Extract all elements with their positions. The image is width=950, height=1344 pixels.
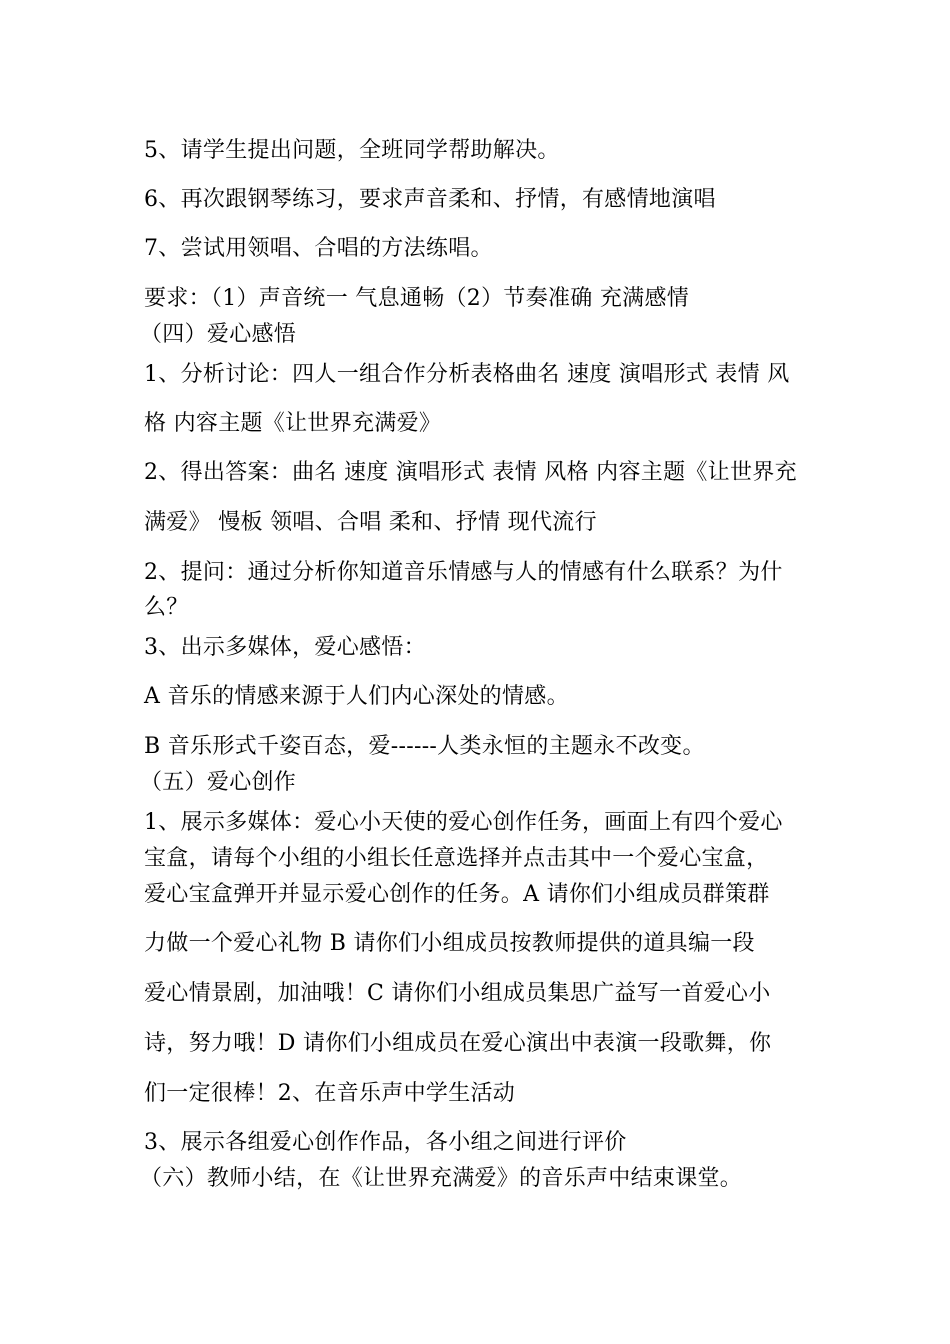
text-line: 2、提问：通过分析你知道音乐情感与人的情感有什么联系？为什 bbox=[144, 560, 783, 585]
text-line: 6、再次跟钢琴练习，要求声音柔和、抒情，有感情地演唱 bbox=[144, 187, 716, 212]
text-line: B 音乐形式千姿百态，爱------人类永恒的主题永不改变。 bbox=[144, 734, 705, 759]
text-line: 们一定很棒！2、在音乐声中学生活动 bbox=[144, 1081, 516, 1106]
section-heading: （五）爱心创作 bbox=[140, 770, 297, 795]
text-line: 满爱》 慢板 领唱、合唱 柔和、抒情 现代流行 bbox=[144, 510, 597, 535]
text-line: A 音乐的情感来源于人们内心深处的情感。 bbox=[144, 684, 569, 709]
text-line: 么？ bbox=[144, 595, 189, 620]
text-line: 要求：（1）声音统一 气息通畅（2）节奏准确 充满感情 bbox=[144, 286, 690, 311]
section-heading: （四）爱心感悟 bbox=[140, 322, 297, 347]
text-line: 3、出示多媒体，爱心感悟： bbox=[144, 635, 426, 660]
text-line: 7、尝试用领唱、合唱的方法练唱。 bbox=[144, 236, 493, 261]
section-heading: （六）教师小结，在《让世界充满爱》的音乐声中结束课堂。 bbox=[140, 1166, 743, 1191]
text-line: 宝盒，请每个小组的小组长任意选择并点击其中一个爱心宝盒， bbox=[144, 846, 769, 871]
text-line: 5、请学生提出问题，全班同学帮助解决。 bbox=[144, 138, 560, 163]
text-line: 力做一个爱心礼物 B 请你们小组成员按教师提供的道具编一段 bbox=[144, 931, 755, 956]
text-line: 爱心情景剧，加油哦！C 请你们小组成员集思广益写一首爱心小 bbox=[144, 981, 771, 1006]
text-line: 1、分析讨论：四人一组合作分析表格曲名 速度 演唱形式 表情 风 bbox=[144, 362, 790, 387]
text-line: 诗，努力哦！D 请你们小组成员在爱心演出中表演一段歌舞，你 bbox=[144, 1031, 772, 1056]
text-line: 2、得出答案：曲名 速度 演唱形式 表情 风格 内容主题《让世界充 bbox=[144, 460, 797, 485]
text-line: 1、展示多媒体：爱心小天使的爱心创作任务，画面上有四个爱心 bbox=[144, 810, 783, 835]
text-line: 格 内容主题《让世界充满爱》 bbox=[144, 411, 442, 436]
text-line: 3、展示各组爱心创作作品，各小组之间进行评价 bbox=[144, 1130, 627, 1155]
text-line: 爱心宝盒弹开并显示爱心创作的任务。A 请你们小组成员群策群 bbox=[144, 882, 770, 907]
